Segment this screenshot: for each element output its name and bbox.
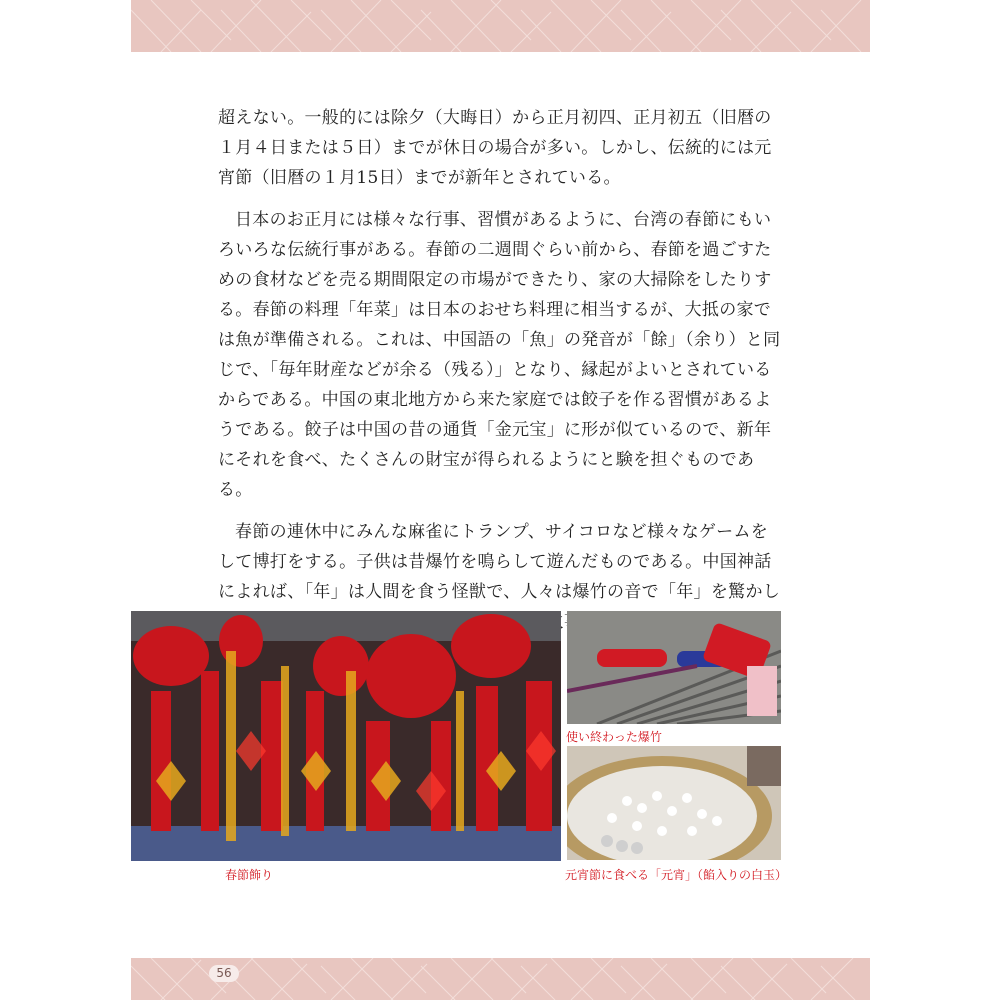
paragraph-1: 超えない。一般的には除夕（大晦日）から正月初四、正月初五（旧暦の１月４日または５日）までが休日の場合が多い。しかし、伝統的には元宵節（旧暦の１月15日）までが新年とされている。 [218, 108, 772, 188]
body-text [218, 103, 784, 679]
red-lanterns-decorations-photo [131, 611, 561, 861]
footer-decorative-band [131, 958, 870, 1000]
header-decorative-band [131, 0, 870, 52]
page-number: 56 [209, 965, 239, 982]
figure-caption-firecrackers: 使い終わった爆竹 [566, 730, 662, 744]
figure-caption-lanterns: 春節飾り [225, 868, 274, 882]
paragraph-3: 春節の連休中にみんな麻雀にトランプ、サイコロなど様々なゲームをして博打をする。子供は昔爆竹を鳴らして遊んだものである。中国神話によれば、「年」は人間を食う怪獣で、人々は爆竹の音で「年」を驚かし [218, 522, 781, 602]
paragraph-2: 日本のお正月には様々な行事、習慣があるように、台湾の春節にもいろいろな伝統行事がある。春節の二週間ぐらい前から、春節を過ごすための食材などを売る期間限定の市場ができたり、家の大掃除をしたりする。春節の料理「年菜」は日本のおせち料理に相当するが、大抵の家では魚が準備される。これは、中国語の「魚」の発音が「餘」（余り）と同じで、「毎年財産などが余る（残る）」となり、縁起がよいとされているからである。中国の東北地方から来た家庭では餃子を作る習慣があるようである。餃子は中国の昔の通貨「金元宝」に形が似ているので、新年にそれを食べ、たくさんの財宝が得られるようにと験を担ぐものである。 [218, 210, 781, 500]
used-firecrackers-photo [567, 611, 781, 724]
figure-caption-yuanxiao: 元宵節に食べる「元宵」（餡入りの白玉） [565, 868, 788, 882]
yuanxiao-rice-balls-photo [567, 746, 781, 860]
